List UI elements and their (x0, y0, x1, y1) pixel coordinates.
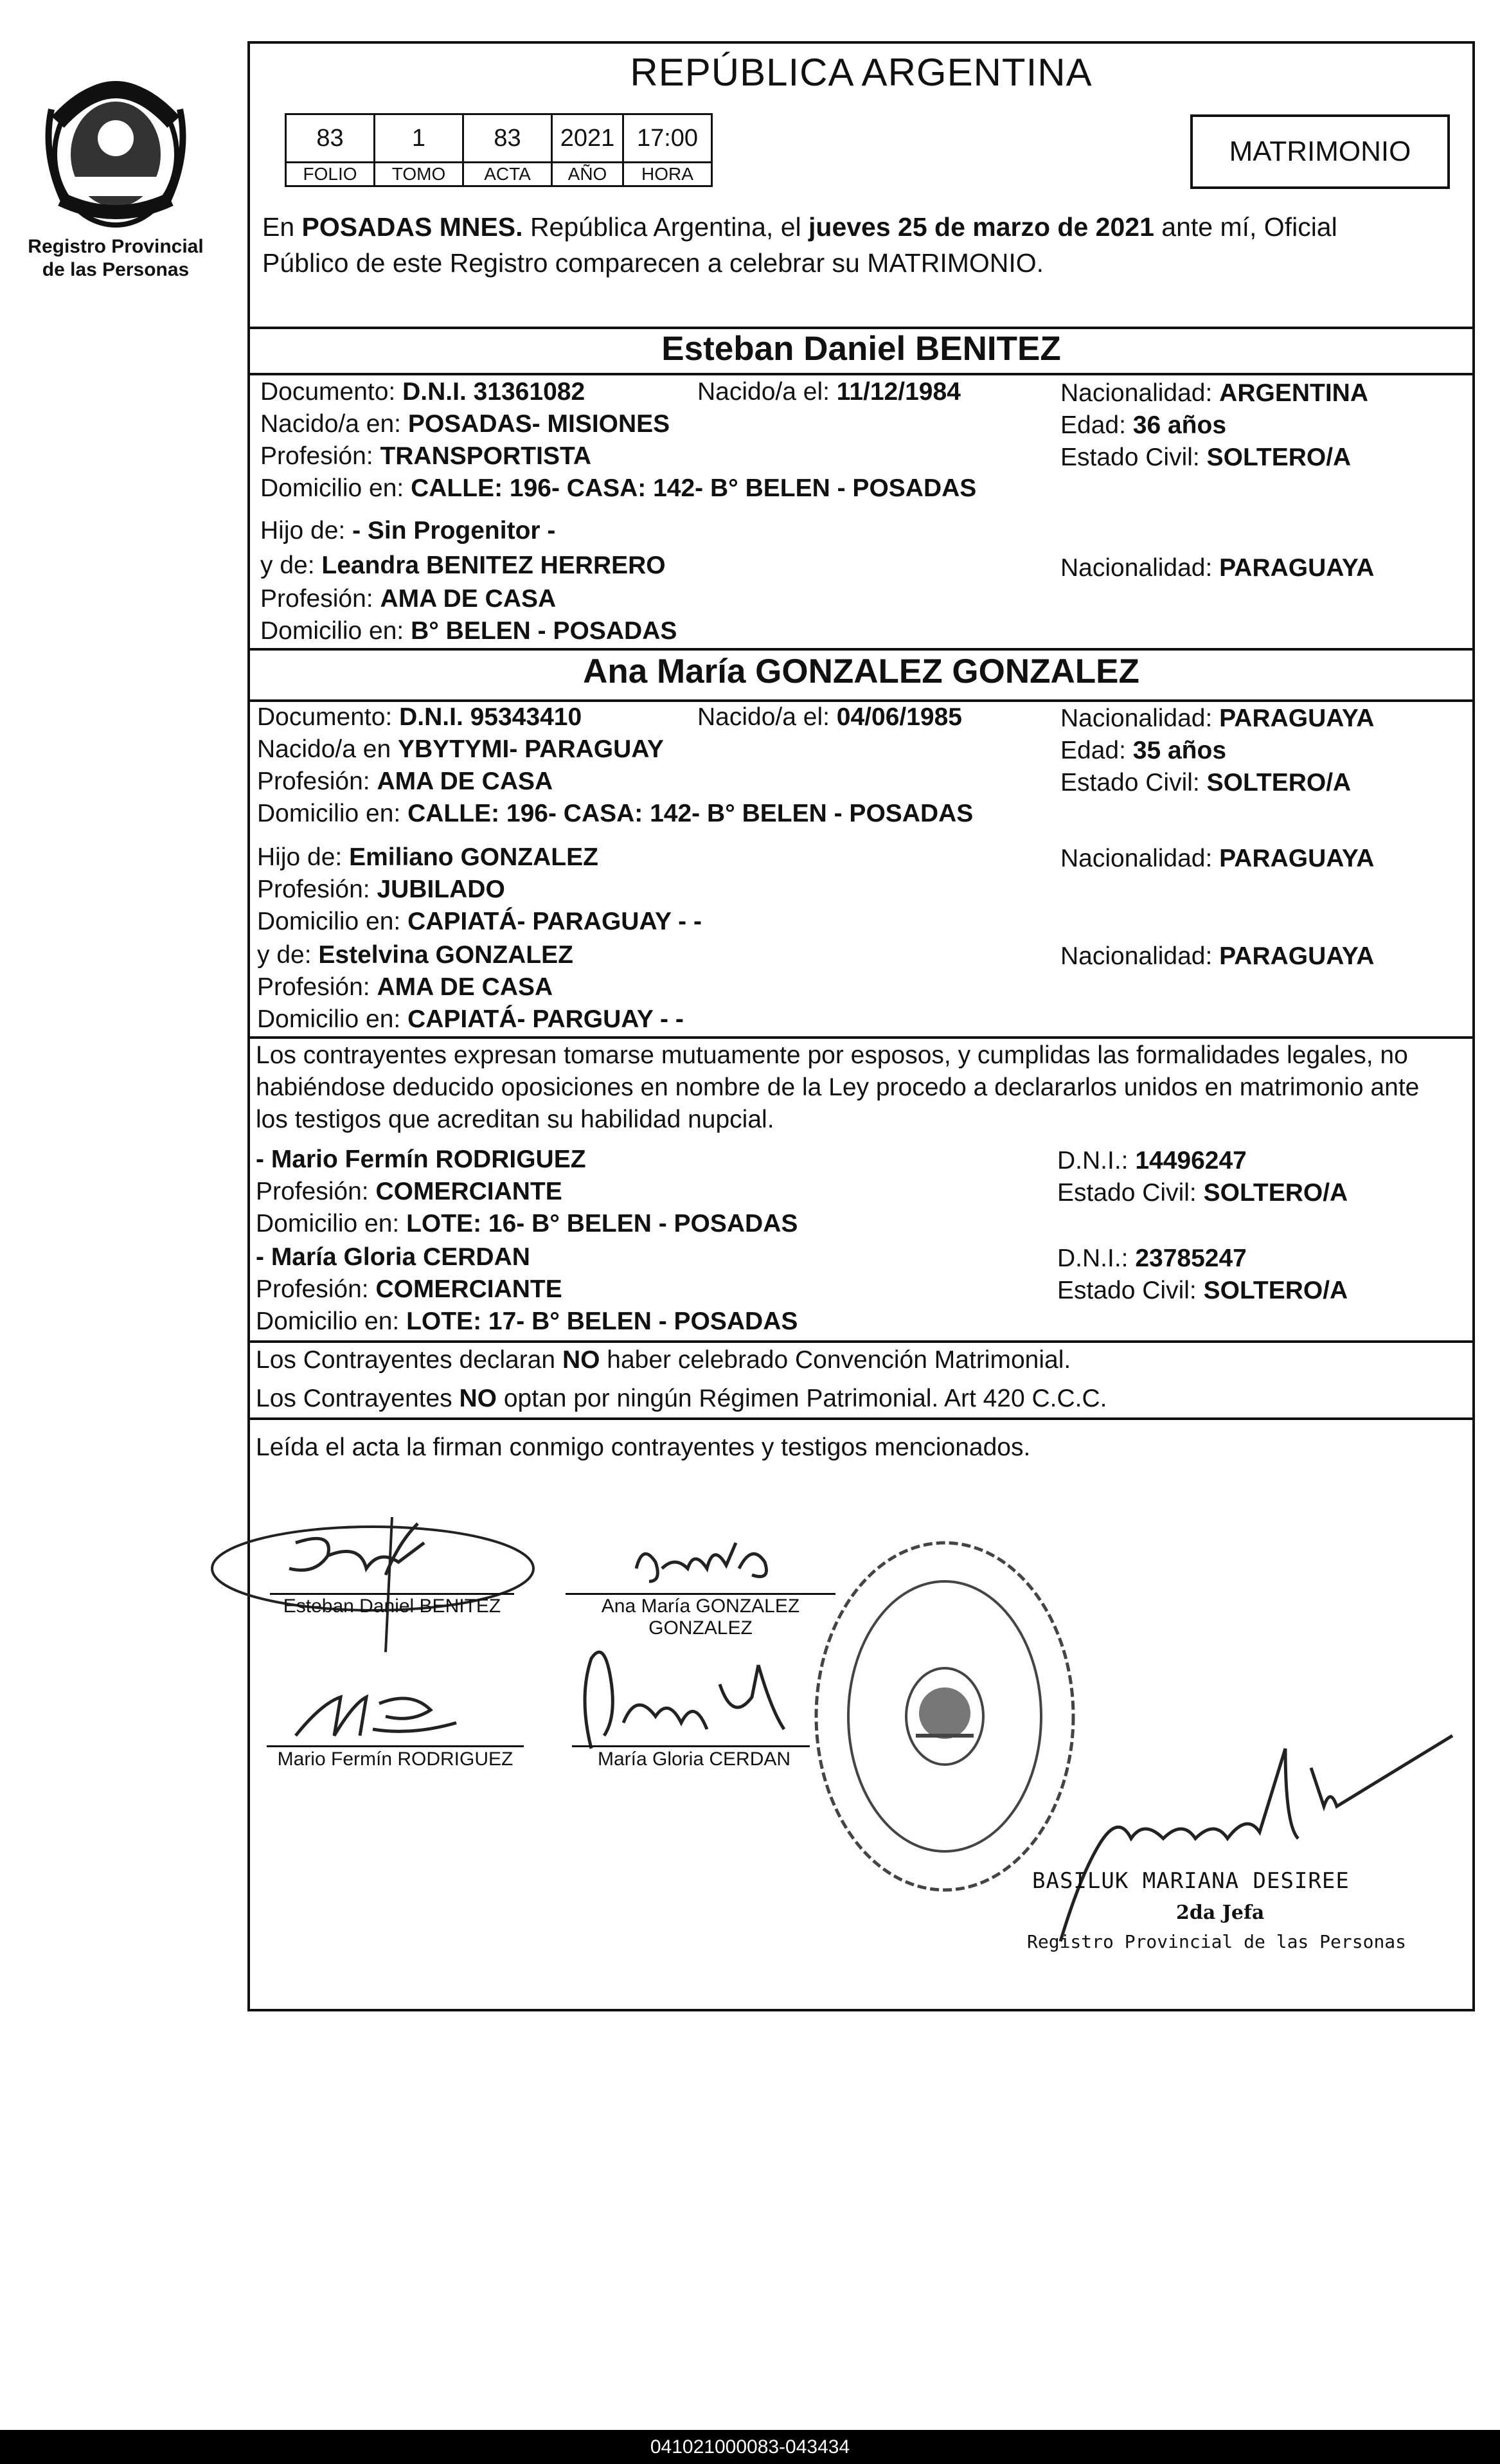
spouse2-civil-status: Estado Civil: SOLTERO/A (1060, 769, 1352, 796)
witness1-signature (283, 1678, 476, 1749)
spouse1-parent2-address: Domicilio en: B° BELEN - POSADAS (260, 617, 677, 645)
spouse2-parent1-nationality: Nacionalidad: PARAGUAYA (1060, 845, 1375, 872)
witness1-profession: Profesión: COMERCIANTE (256, 1178, 562, 1205)
signature-line (566, 1593, 835, 1595)
ano-label: AÑO (552, 163, 623, 186)
witness2-signature-caption: María Gloria CERDAN (597, 1749, 791, 1770)
spouse2-address: Domicilio en: CALLE: 196- CASA: 142- B° BELEN - POSADAS (257, 800, 974, 827)
spouse1-parent2-profession: Profesión: AMA DE CASA (260, 585, 557, 613)
witness2-name: - María Gloria CERDAN (256, 1243, 530, 1271)
witness1-name: - Mario Fermín RODRIGUEZ (256, 1146, 586, 1173)
signature-line (267, 1745, 524, 1747)
spouse2-signature (617, 1530, 797, 1601)
spouse1-parent2: y de: Leandra BENITEZ HERRERO (260, 552, 666, 579)
act-type-box: MATRIMONIO (1190, 114, 1450, 189)
official-title: 2da Jefa (1176, 1902, 1265, 1924)
spouse1-signature-caption: Esteban Daniel BENITEZ (283, 1596, 501, 1617)
spouse2-parent2: y de: Estelvina GONZALEZ (257, 941, 573, 969)
page-title: REPÚBLICA ARGENTINA (630, 51, 1093, 94)
signature-line (270, 1593, 514, 1595)
declaration-line3: los testigos que acreditan su habilidad nupcial. (256, 1106, 774, 1133)
spouse2-parent1-profession: Profesión: JUBILADO (257, 876, 505, 903)
witness1-signature-caption: Mario Fermín RODRIGUEZ (277, 1749, 513, 1770)
declaration-line1: Los contrayentes expresan tomarse mutuamente por esposos, y cumplidas las formalidades legales, no (256, 1041, 1408, 1069)
acta-label: ACTA (463, 163, 552, 186)
acta-value: 83 (463, 114, 552, 163)
spouse2-document: Documento: D.N.I. 95343410 (257, 703, 582, 731)
witness2-address: Domicilio en: LOTE: 17- B° BELEN - POSADAS (256, 1308, 798, 1335)
spouse1-birthdate: Nacido/a el: 11/12/1984 (697, 378, 961, 406)
tomo-label: TOMO (375, 163, 463, 186)
logo-caption (13, 235, 219, 282)
spouse2-birthdate: Nacido/a el: 04/06/1985 (697, 703, 962, 731)
divider (247, 373, 1475, 375)
official-name: BASILUK MARIANA DESIREE (1032, 1868, 1350, 1894)
official-seal-stamp (810, 1530, 1080, 1903)
spouse2-parent2-address: Domicilio en: CAPIATÁ- PARGUAY - - (257, 1005, 684, 1033)
official-organization: Registro Provincial de las Personas (1027, 1931, 1407, 1952)
spouse1-profession: Profesión: TRANSPORTISTA (260, 442, 592, 470)
witness1-civil-status: Estado Civil: SOLTERO/A (1057, 1179, 1348, 1207)
spouse1-document: Documento: D.N.I. 31361082 (260, 378, 585, 406)
declaration-line2: habiéndose deducido oposiciones en nombre de la Ley procedo a declararlos unidos en matrimonio ante (256, 1074, 1420, 1101)
spouse1-parent2-nationality: Nacionalidad: PARAGUAYA (1060, 554, 1375, 582)
intro-date: jueves 25 de marzo de 2021 (808, 212, 1154, 242)
spouse1-nationality: Nacionalidad: ARGENTINA (1060, 379, 1369, 407)
ano-value: 2021 (552, 114, 623, 163)
witness2-dni: D.N.I.: 23785247 (1057, 1245, 1247, 1272)
document-code-bar: 041021000083-043434 (0, 2430, 1500, 2464)
witness1-dni: D.N.I.: 14496247 (1057, 1147, 1247, 1174)
signature-line (572, 1745, 810, 1747)
provincial-coat-of-arms-logo (39, 64, 193, 231)
closing-text: Leída el acta la firman conmigo contrayentes y testigos mencionados. (256, 1434, 1031, 1461)
regime-line2: Los Contrayentes NO optan por ningún Régimen Patrimonial. Art 420 C.C.C. (256, 1385, 1107, 1412)
spouse2-parent2-profession: Profesión: AMA DE CASA (257, 973, 553, 1001)
spouse2-name: Ana María GONZALEZ GONZALEZ (583, 652, 1139, 690)
spouse1-address: Domicilio en: CALLE: 196- CASA: 142- B° BELEN - POSADAS (260, 474, 977, 502)
witness1-address: Domicilio en: LOTE: 16- B° BELEN - POSADAS (256, 1210, 798, 1237)
spouse2-parent1: Hijo de: Emiliano GONZALEZ (257, 843, 598, 871)
folio-label: FOLIO (286, 163, 375, 186)
spouse1-name: Esteban Daniel BENITEZ (661, 330, 1061, 368)
spouse1-birthplace: Nacido/a en: POSADAS- MISIONES (260, 410, 670, 438)
folio-value: 83 (286, 114, 375, 163)
registry-table (285, 113, 713, 187)
divider (247, 1340, 1475, 1343)
spouse2-nationality: Nacionalidad: PARAGUAYA (1060, 705, 1375, 732)
witness2-civil-status: Estado Civil: SOLTERO/A (1057, 1277, 1348, 1304)
spouse2-birthplace: Nacido/a en YBYTYMI- PARAGUAY (257, 735, 664, 763)
spouse2-parent1-address: Domicilio en: CAPIATÁ- PARAGUAY - - (257, 908, 702, 935)
spouse2-profession: Profesión: AMA DE CASA (257, 768, 553, 795)
spouse2-age: Edad: 35 años (1060, 737, 1227, 764)
intro-paragraph: En POSADAS MNES. República Argentina, el jueves 25 de marzo de 2021 ante mí, Oficial Público de este Registro comparecen a celebrar su MATRIMONIO. (262, 212, 1337, 278)
hora-value: 17:00 (623, 114, 712, 163)
tomo-value: 1 (375, 114, 463, 163)
witness2-signature (566, 1620, 797, 1761)
divider (247, 1036, 1475, 1039)
intro-place: POSADAS MNES. (301, 212, 523, 242)
logo-caption-line1: Registro Provincial (28, 236, 204, 257)
hora-label: HORA (623, 163, 712, 186)
spouse1-age: Edad: 36 años (1060, 411, 1227, 439)
regime-line1: Los Contrayentes declaran NO haber celebrado Convención Matrimonial. (256, 1346, 1071, 1374)
logo-caption-line2: de las Personas (42, 259, 190, 280)
witness2-profession: Profesión: COMERCIANTE (256, 1275, 562, 1303)
spouse1-parent1: Hijo de: - Sin Progenitor - (260, 517, 556, 544)
spouse2-parent2-nationality: Nacionalidad: PARAGUAYA (1060, 942, 1375, 970)
divider (247, 1417, 1475, 1420)
spouse1-civil-status: Estado Civil: SOLTERO/A (1060, 444, 1352, 471)
spouse2-signature-caption: Ana María GONZALEZ GONZALEZ (601, 1596, 800, 1639)
spouse1-signature (206, 1504, 540, 1665)
divider (247, 648, 1475, 651)
